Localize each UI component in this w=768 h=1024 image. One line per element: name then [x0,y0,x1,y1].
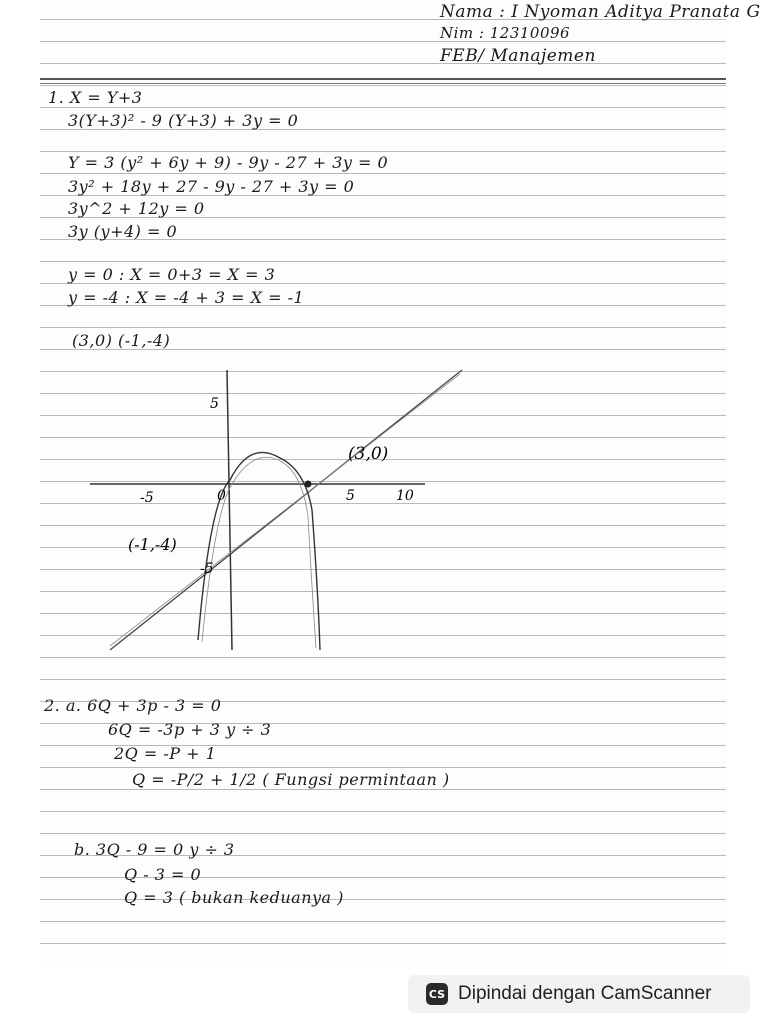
label-point-neg1-neg4: (-1,-4) [128,535,177,554]
p1-line-4: 3y² + 18y + 27 - 9y - 27 + 3y = 0 [68,177,355,196]
p2a-line-4: Q = -P/2 + 1/2 ( Fungsi permintaan ) [132,770,450,789]
sketch-graph [80,360,480,660]
parabola-curve-shadow [202,457,316,648]
p1-line-6: 3y (y+4) = 0 [68,222,178,241]
point-3-0 [305,481,312,488]
p2a-line-3: 2Q = -P + 1 [114,744,217,763]
p1-line-9: (3,0) (-1,-4) [72,331,171,350]
student-faculty: FEB/ Manajemen [440,46,596,66]
label-point-3-0: (3,0) [348,444,389,464]
header-rule-secondary [40,83,726,84]
p1-line-5: 3y^2 + 12y = 0 [68,199,205,218]
line-curve-shadow [110,374,460,646]
tick-yneg5: -5 [200,561,214,577]
tick-zero: 0 [217,488,226,504]
camscanner-watermark [408,975,750,1013]
tick-neg5: -5 [140,490,154,506]
camscanner-logo-icon: CS [426,983,448,1005]
p2a-line-2: 6Q = -3p + 3 y ÷ 3 [108,720,272,739]
p1-line-1: 1. X = Y+3 [48,88,143,107]
tick-y5: 5 [210,396,219,412]
student-name: Nama : I Nyoman Aditya Pranata G [440,2,761,22]
p1-line-2: 3(Y+3)² - 9 (Y+3) + 3y = 0 [68,111,299,130]
p1-line-3: Y = 3 (y² + 6y + 9) - 9y - 27 + 3y = 0 [68,153,389,172]
line-curve [110,370,462,650]
p2b-line-2: Q - 3 = 0 [124,865,202,884]
p2b-line-3: Q = 3 ( bukan keduanya ) [124,888,344,907]
header-rule [40,78,726,80]
p1-line-7: y = 0 : X = 0+3 = X = 3 [68,265,276,284]
tick-x5: 5 [346,488,355,504]
p1-line-8: y = -4 : X = -4 + 3 = X = -1 [68,288,305,307]
parabola-curve [198,452,320,650]
p2a-line-1: 2. a. 6Q + 3p - 3 = 0 [44,696,222,715]
camscanner-text: Dipindai dengan CamScanner [458,983,712,1004]
p2b-line-1: b. 3Q - 9 = 0 y ÷ 3 [74,840,235,859]
student-nim: Nim : 12310096 [440,24,571,42]
tick-x10: 10 [396,488,414,504]
y-axis [227,370,232,650]
